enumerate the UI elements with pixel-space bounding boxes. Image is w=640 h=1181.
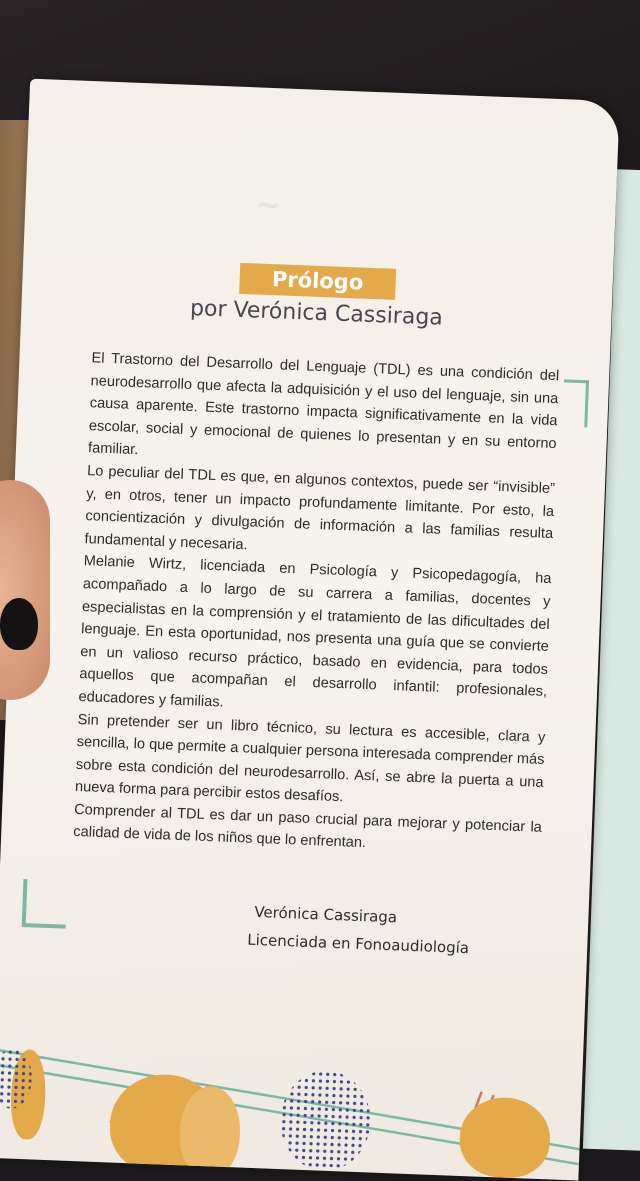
paragraph: Lo peculiar del TDL es que, en algunos contextos, puede ser “invisible” y, en otros, tener un impacto profundamente limitante. Por esto, la concientización y divulgación de información a las familias resulta fundamental y necesaria. xyxy=(84,463,556,554)
corner-bracket-bottom-left xyxy=(22,879,68,929)
corner-bracket-top-right xyxy=(562,379,589,427)
hand xyxy=(0,480,50,700)
signature-role: Licenciada en Fonoaudiología xyxy=(246,930,470,958)
decorative-illustration xyxy=(0,1008,584,1181)
page-header xyxy=(21,255,613,338)
paragraph: El Trastorno del Desarrollo del Lenguaje (TDL) es una condición del neurodesarrollo que afecta la adquisición y el uso del lenguaje, sin una causa aparente. Este trastorno impacta significativamente en la vida escolar, social y emocional de quienes lo presentan y en su entorno familiar. xyxy=(87,350,560,459)
paragraph: Melanie Wirtz, licenciada en Psicología y Psicopedagogía, ha acompañado a lo largo de su carrera a familias, docentes y especialistas en la comprensión y el tratamiento de las dificultades del lenguaje. En esta oportunidad, nos presenta una guía que se convierte en un valioso recurso práctico, basado en evidencia, para todos aquellos que acompañan el desarrollo infantil: profesionales, educadores y familias. xyxy=(78,553,552,711)
paragraph: Comprender al TDL es dar un paso crucial para mejorar y potenciar la calidad de vida de los niños que lo enfrentan. xyxy=(73,801,543,852)
paragraph: Sin pretender ser un libro técnico, su lectura es accesible, clara y sencilla, lo que permite a cualquier persona interesada comprender más sobre esta condición del neurodesarrollo. Así, se abre la puerta a una nueva forma para percibir estos desafíos. xyxy=(74,711,546,806)
signature-name: Verónica Cassiraga xyxy=(254,902,398,927)
fingernail xyxy=(0,598,38,650)
prologue-body xyxy=(73,347,560,862)
page-subtitle: por Verónica Cassiraga xyxy=(189,295,444,331)
show-through-text: ~ xyxy=(254,187,282,224)
book-page xyxy=(0,79,620,1181)
signature-block xyxy=(247,898,509,964)
page-title: Prólogo xyxy=(239,263,395,300)
